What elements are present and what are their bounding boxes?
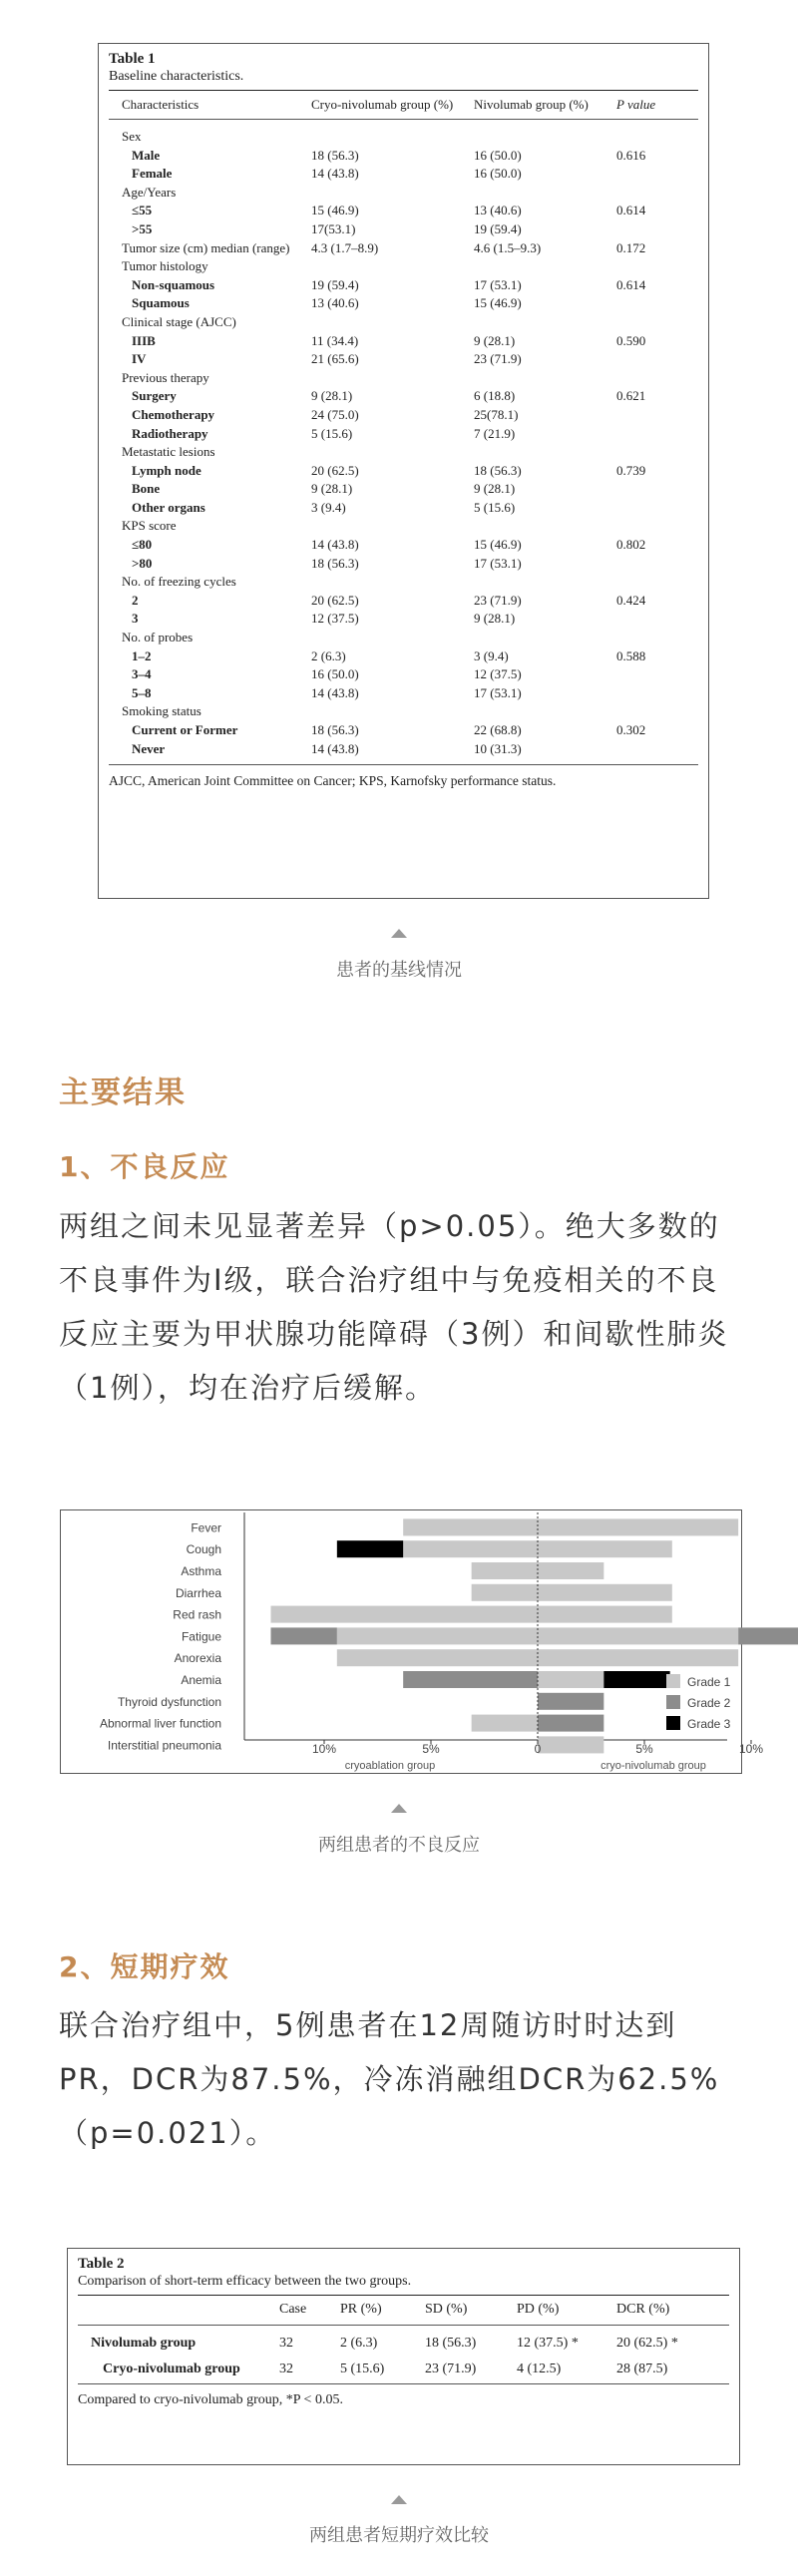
table1-cell bbox=[616, 425, 696, 444]
row-label: Non-squamous bbox=[132, 276, 215, 292]
table1-cell bbox=[616, 610, 696, 629]
row-label: Female bbox=[132, 166, 173, 182]
table-row bbox=[109, 480, 698, 499]
table-row bbox=[109, 573, 698, 592]
table1-cell bbox=[311, 443, 474, 462]
row-label: >55 bbox=[132, 220, 153, 236]
row-label: Metastatic lesions bbox=[122, 444, 215, 460]
table1-cell bbox=[311, 128, 474, 147]
table2-footnote: Compared to cryo-nivolumab group, *P < 0.05. bbox=[78, 2392, 343, 2407]
table1-cell bbox=[474, 517, 616, 536]
bar-right-grade-1 bbox=[538, 1627, 738, 1644]
bar-right-grade-1 bbox=[538, 1562, 603, 1579]
legend-swatch bbox=[666, 1716, 680, 1730]
table1-cell bbox=[474, 573, 616, 592]
table1-title: Table 1 bbox=[109, 51, 156, 67]
table1-cell: 18 (56.3) bbox=[311, 722, 359, 737]
table1-cell: 0.739 bbox=[616, 462, 646, 478]
table-row bbox=[109, 257, 698, 276]
row-label: 3 bbox=[132, 611, 139, 627]
bar-right-grade-3 bbox=[603, 1671, 669, 1688]
table-row bbox=[109, 610, 698, 629]
category-label: Anemia bbox=[181, 1673, 221, 1687]
table1-cell bbox=[474, 702, 616, 721]
table1-cell bbox=[616, 350, 696, 369]
row-label: ≤55 bbox=[132, 203, 153, 218]
table2-header: SD (%) bbox=[425, 2302, 468, 2317]
table1-cell: 0.621 bbox=[616, 388, 646, 404]
table2-cell: 5 (15.6) bbox=[340, 2361, 385, 2376]
row-label: IV bbox=[132, 351, 147, 367]
caption-efficacy: 两组患者短期疗效比较 bbox=[309, 2525, 489, 2546]
caption-arrow-icon bbox=[391, 1804, 407, 1813]
table1-cell: 14 (43.8) bbox=[311, 166, 359, 182]
table2-cell: 4 (12.5) bbox=[517, 2361, 562, 2376]
category-label: Interstitial pneumonia bbox=[107, 1738, 221, 1753]
table1-cell: 12 (37.5) bbox=[311, 611, 359, 627]
table1-cell bbox=[616, 443, 696, 462]
bar-left-grade-1 bbox=[271, 1606, 539, 1623]
table1-cell bbox=[616, 165, 696, 184]
table1-cell bbox=[616, 684, 696, 703]
legend-label: Grade 1 bbox=[687, 1675, 731, 1689]
bar-right-grade-2 bbox=[538, 1693, 603, 1710]
row-label: 2 bbox=[132, 592, 139, 608]
row-label: Tumor size (cm) median (range) bbox=[122, 239, 290, 255]
x-tick-label: 5% bbox=[422, 1742, 440, 1756]
table1-cell bbox=[311, 629, 474, 647]
table1-cell: 20 (62.5) bbox=[311, 462, 359, 478]
row-label: Surgery bbox=[132, 388, 177, 404]
table-row bbox=[109, 220, 698, 239]
row-label: 3–4 bbox=[132, 666, 152, 682]
bar-right-grade-1 bbox=[538, 1606, 672, 1623]
bar-left-grade-2 bbox=[271, 1627, 337, 1644]
table1-cell: 16 (50.0) bbox=[311, 666, 359, 682]
caption-arrow-icon bbox=[391, 929, 407, 938]
row-label: Sex bbox=[122, 129, 142, 144]
table1-cell bbox=[311, 702, 474, 721]
table1-cell: 15 (46.9) bbox=[474, 537, 522, 553]
bar-right-grade-1 bbox=[538, 1649, 738, 1666]
table1-cell: 14 (43.8) bbox=[311, 684, 359, 700]
baseline-table bbox=[98, 43, 709, 899]
table1-cell: 0.616 bbox=[616, 147, 646, 163]
row-label: Tumor histology bbox=[122, 258, 208, 274]
row-label: No. of probes bbox=[122, 630, 194, 645]
table1-cell: 17 (53.1) bbox=[474, 684, 522, 700]
bar-left-grade-3 bbox=[337, 1540, 403, 1557]
table-row bbox=[109, 702, 698, 721]
table1-cell bbox=[616, 313, 696, 332]
table2-group: Cryo-nivolumab group bbox=[103, 2361, 240, 2376]
table1-cell: 4.6 (1.5–9.3) bbox=[474, 239, 542, 255]
x-tick-label: 10% bbox=[311, 1742, 337, 1756]
table1-cell: 13 (40.6) bbox=[474, 203, 522, 218]
row-label: 1–2 bbox=[132, 647, 152, 663]
bar-right-grade-1 bbox=[538, 1736, 603, 1753]
row-label: IIIB bbox=[132, 332, 156, 348]
table-row bbox=[109, 536, 698, 555]
category-label: Fever bbox=[191, 1520, 221, 1535]
table-row bbox=[109, 332, 698, 351]
table1-cell bbox=[616, 128, 696, 147]
table1-cell bbox=[616, 665, 696, 684]
table1-cell: 9 (28.1) bbox=[311, 481, 353, 497]
legend-label: Grade 2 bbox=[687, 1696, 731, 1710]
table1-cell: 6 (18.8) bbox=[474, 388, 516, 404]
table1-cell: 16 (50.0) bbox=[474, 166, 522, 182]
table-row bbox=[78, 2334, 729, 2354]
table1-cell bbox=[616, 573, 696, 592]
table2-header bbox=[78, 2301, 279, 2319]
table1-cell: 2 (6.3) bbox=[311, 647, 346, 663]
caption-adverse: 两组患者的不良反应 bbox=[318, 1835, 480, 1856]
bar-right-grade-2 bbox=[538, 1715, 603, 1732]
row-label: Never bbox=[132, 740, 166, 756]
bar-left-grade-1 bbox=[472, 1584, 538, 1601]
table1-cell: 5 (15.6) bbox=[311, 425, 353, 441]
table-row bbox=[109, 128, 698, 147]
table1-cell bbox=[311, 517, 474, 536]
table2-subtitle: Comparison of short-term efficacy between the two groups. bbox=[78, 2274, 412, 2289]
table1-header: Characteristics bbox=[122, 97, 200, 112]
row-label: 5–8 bbox=[132, 684, 152, 700]
table1-cell: 0.802 bbox=[616, 537, 646, 553]
table1-cell: 19 (59.4) bbox=[474, 220, 522, 236]
table1-cell bbox=[616, 406, 696, 425]
table1-cell bbox=[616, 702, 696, 721]
table1-cell: 10 (31.3) bbox=[474, 740, 522, 756]
table1-cell bbox=[311, 313, 474, 332]
bar-left-grade-1 bbox=[403, 1518, 538, 1535]
table1-cell bbox=[474, 629, 616, 647]
table2-group: Nivolumab group bbox=[91, 2336, 197, 2351]
table1-cell: 9 (28.1) bbox=[474, 332, 516, 348]
category-label: Asthma bbox=[181, 1564, 221, 1578]
table1-cell bbox=[616, 499, 696, 518]
table-row bbox=[109, 387, 698, 406]
table1-cell: 19 (59.4) bbox=[311, 276, 359, 292]
table-row bbox=[109, 147, 698, 166]
table1-cell bbox=[616, 369, 696, 388]
row-label: No. of freezing cycles bbox=[122, 574, 236, 590]
table1-cell: 3 (9.4) bbox=[474, 647, 509, 663]
table1-cell bbox=[474, 257, 616, 276]
table1-cell: 12 (37.5) bbox=[474, 666, 522, 682]
table1-header: Nivolumab group (%) bbox=[474, 97, 589, 112]
table2-cell: 18 (56.3) bbox=[425, 2336, 477, 2351]
table1-cell bbox=[616, 294, 696, 313]
table-row bbox=[109, 350, 698, 369]
table2-body bbox=[78, 2326, 729, 2383]
table2-cell: 23 (71.9) bbox=[425, 2361, 477, 2376]
adverse-events-svg bbox=[61, 1510, 764, 1775]
table1-cell: 9 (28.1) bbox=[311, 388, 353, 404]
table1-cell bbox=[616, 740, 696, 759]
table1-cell: 9 (28.1) bbox=[474, 611, 516, 627]
category-label: Cough bbox=[186, 1542, 221, 1557]
table1-cell bbox=[311, 184, 474, 203]
table1-cell: 20 (62.5) bbox=[311, 592, 359, 608]
table-row bbox=[109, 165, 698, 184]
row-label: Age/Years bbox=[122, 184, 177, 200]
table2-cell: 32 bbox=[279, 2361, 293, 2376]
bar-left-grade-1 bbox=[472, 1715, 538, 1732]
table1-cell: 18 (56.3) bbox=[311, 555, 359, 571]
table2-header: PD (%) bbox=[517, 2302, 560, 2317]
subsection-adverse: 1、不良反应 bbox=[59, 1150, 230, 1183]
table1-cell: 0.614 bbox=[616, 203, 646, 218]
table1-subtitle: Baseline characteristics. bbox=[109, 69, 244, 84]
table1-cell bbox=[311, 369, 474, 388]
table1-cell: 0.614 bbox=[616, 276, 646, 292]
table1-cell bbox=[616, 220, 696, 239]
efficacy-table bbox=[67, 2248, 740, 2465]
row-label: Previous therapy bbox=[122, 369, 209, 385]
left-group-label: cryoablation group bbox=[344, 1760, 436, 1772]
table1-cell: 7 (21.9) bbox=[474, 425, 516, 441]
table1-cell: 18 (56.3) bbox=[474, 462, 522, 478]
table1-cell: 18 (56.3) bbox=[311, 147, 359, 163]
paragraph-adverse: 两组之间未见显著差异（p>0.05）。绝大多数的不良事件为I级，联合治疗组中与免疫相关的不良反应主要为甲状腺功能障碍（3例）和间歇性肺炎（1例），均在治疗后缓解。 bbox=[59, 1209, 729, 1405]
table1-cell: 3 (9.4) bbox=[311, 499, 346, 515]
table1-cell: 16 (50.0) bbox=[474, 147, 522, 163]
table1-header-row bbox=[109, 91, 698, 119]
table-row bbox=[109, 740, 698, 759]
section-title: 主要结果 bbox=[59, 1075, 187, 1110]
table1-cell: 0.172 bbox=[616, 239, 646, 255]
table1-cell bbox=[474, 443, 616, 462]
table-row bbox=[109, 555, 698, 574]
table-row bbox=[109, 406, 698, 425]
legend-swatch bbox=[666, 1695, 680, 1709]
bar-left-grade-1 bbox=[337, 1649, 538, 1666]
table1-cell bbox=[616, 257, 696, 276]
row-label: Other organs bbox=[132, 499, 205, 515]
table2-title: Table 2 bbox=[78, 2256, 125, 2272]
category-label: Thyroid dysfunction bbox=[117, 1694, 221, 1709]
table1-cell: 0.424 bbox=[616, 592, 646, 608]
table1-cell bbox=[616, 517, 696, 536]
table1-cell: 5 (15.6) bbox=[474, 499, 516, 515]
table1-cell: 9 (28.1) bbox=[474, 481, 516, 497]
table1-cell: 15 (46.9) bbox=[311, 203, 359, 218]
table1-cell: 0.302 bbox=[616, 722, 646, 737]
table1-cell: 0.590 bbox=[616, 332, 646, 348]
row-label: Bone bbox=[132, 481, 161, 497]
table1-cell bbox=[616, 555, 696, 574]
category-label: Anorexia bbox=[174, 1651, 221, 1666]
table-row bbox=[109, 239, 698, 258]
bar-right-grade-1 bbox=[538, 1584, 672, 1601]
table1-cell: 22 (68.8) bbox=[474, 722, 522, 737]
row-label: >80 bbox=[132, 555, 153, 571]
bar-right-grade-2 bbox=[738, 1627, 798, 1644]
table1-cell: 11 (34.4) bbox=[311, 332, 359, 348]
table1-header: P value bbox=[616, 97, 656, 112]
table-row bbox=[109, 499, 698, 518]
bar-right-grade-1 bbox=[538, 1540, 672, 1557]
table1-header: Cryo-nivolumab group (%) bbox=[311, 97, 454, 112]
row-label: Current or Former bbox=[132, 722, 238, 737]
table-row bbox=[109, 202, 698, 220]
table-row bbox=[109, 517, 698, 536]
adverse-events-chart bbox=[60, 1509, 764, 1774]
row-label: Male bbox=[132, 147, 161, 163]
row-label: Smoking status bbox=[122, 703, 201, 719]
table1-cell: 14 (43.8) bbox=[311, 740, 359, 756]
table1-cell: 14 (43.8) bbox=[311, 537, 359, 553]
right-group-label: cryo-nivolumab group bbox=[600, 1760, 706, 1772]
table1-cell bbox=[474, 369, 616, 388]
table-row bbox=[78, 2360, 729, 2379]
table1-body bbox=[109, 120, 698, 764]
table-row bbox=[109, 443, 698, 462]
category-label: Diarrhea bbox=[175, 1585, 221, 1600]
table-row bbox=[109, 684, 698, 703]
category-label: Abnormal liver function bbox=[99, 1716, 221, 1731]
table2-cell: 32 bbox=[279, 2336, 293, 2351]
category-label: Fatigue bbox=[181, 1629, 221, 1644]
table1-cell: 17 (53.1) bbox=[474, 276, 522, 292]
table1-cell: 17 (53.1) bbox=[474, 555, 522, 571]
table1-cell: 25(78.1) bbox=[474, 406, 519, 422]
x-tick-label: 0 bbox=[534, 1742, 542, 1756]
table-row bbox=[109, 462, 698, 481]
caption-baseline: 患者的基线情况 bbox=[336, 960, 462, 981]
table1-cell bbox=[616, 629, 696, 647]
bar-left-grade-1 bbox=[337, 1627, 538, 1644]
table1-cell: 23 (71.9) bbox=[474, 592, 522, 608]
table1-cell bbox=[311, 573, 474, 592]
row-label: Clinical stage (AJCC) bbox=[122, 313, 236, 329]
table2-header-row bbox=[78, 2296, 729, 2325]
caption-arrow-icon bbox=[391, 2495, 407, 2504]
bar-right-grade-1 bbox=[538, 1518, 738, 1535]
bar-left-grade-2 bbox=[403, 1671, 538, 1688]
row-label: Chemotherapy bbox=[132, 406, 215, 422]
table2-cell: 28 (87.5) bbox=[616, 2361, 668, 2376]
paragraph-efficacy: 联合治疗组中，5例患者在12周随访时时达到PR，DCR为87.5%，冷冻消融组DCR为62.5%（p=0.021）。 bbox=[59, 2008, 720, 2150]
table2-header: PR (%) bbox=[340, 2302, 382, 2317]
table-row bbox=[109, 665, 698, 684]
table1-cell bbox=[616, 480, 696, 499]
table-row bbox=[109, 294, 698, 313]
bar-right-grade-1 bbox=[538, 1671, 603, 1688]
row-label: Squamous bbox=[132, 295, 190, 311]
row-label: KPS score bbox=[122, 518, 177, 534]
bar-left-grade-1 bbox=[403, 1540, 538, 1557]
table-row bbox=[109, 592, 698, 611]
table2-cell: 20 (62.5) * bbox=[616, 2336, 678, 2351]
table1-cell: 21 (65.6) bbox=[311, 351, 359, 367]
x-tick-label: 10% bbox=[738, 1742, 764, 1756]
table1-cell bbox=[474, 128, 616, 147]
table-row bbox=[109, 721, 698, 740]
table1-cell bbox=[474, 313, 616, 332]
table1-cell: 4.3 (1.7–8.9) bbox=[311, 239, 379, 255]
table-row bbox=[109, 369, 698, 388]
table2-header: Case bbox=[279, 2302, 307, 2317]
table-row bbox=[109, 184, 698, 203]
table-row bbox=[109, 313, 698, 332]
table2-cell: 2 (6.3) bbox=[340, 2336, 378, 2351]
table1-cell bbox=[616, 184, 696, 203]
table1-cell: 0.588 bbox=[616, 647, 646, 663]
table-row bbox=[109, 629, 698, 647]
legend-swatch bbox=[666, 1674, 680, 1688]
x-tick-label: 5% bbox=[635, 1742, 653, 1756]
table-row bbox=[109, 276, 698, 295]
table-row bbox=[109, 647, 698, 666]
subsection-efficacy: 2、短期疗效 bbox=[59, 1950, 230, 1983]
bar-left-grade-1 bbox=[472, 1562, 538, 1579]
table1-cell bbox=[474, 184, 616, 203]
table2-cell: 12 (37.5) * bbox=[517, 2336, 579, 2351]
table2-header: DCR (%) bbox=[616, 2302, 670, 2317]
table1-cell: 23 (71.9) bbox=[474, 351, 522, 367]
table1-cell: 13 (40.6) bbox=[311, 295, 359, 311]
category-label: Red rash bbox=[173, 1607, 221, 1622]
row-label: ≤80 bbox=[132, 537, 153, 553]
table1-cell: 24 (75.0) bbox=[311, 406, 359, 422]
table1-cell bbox=[311, 257, 474, 276]
table1-cell: 17(53.1) bbox=[311, 220, 356, 236]
legend-label: Grade 3 bbox=[687, 1717, 731, 1731]
row-label: Lymph node bbox=[132, 462, 201, 478]
table1-footnote: AJCC, American Joint Committee on Cancer; KPS, Karnofsky performance status. bbox=[109, 773, 557, 789]
row-label: Radiotherapy bbox=[132, 425, 208, 441]
table-row bbox=[109, 425, 698, 444]
table1-cell: 15 (46.9) bbox=[474, 295, 522, 311]
